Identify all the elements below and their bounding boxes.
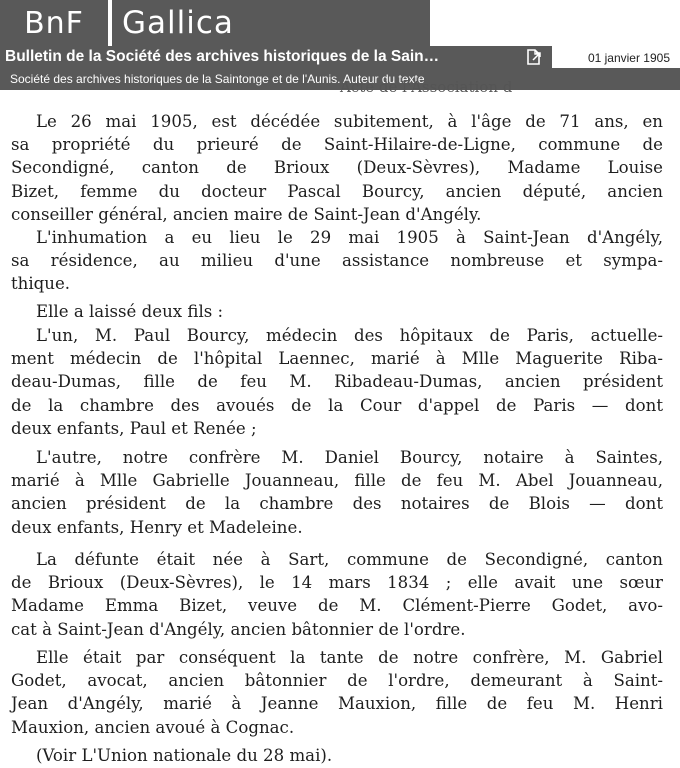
text-line: deux enfants, Henry et Madeleine. (11, 517, 303, 537)
text-line: Bizet, femme du docteur Pascal Bourcy, ancien député, ancien (11, 181, 663, 201)
text-line: Godet, avocat, ancien bâtonnier de l'ordre, demeurant à Saint- (11, 671, 663, 691)
text-line: Secondigné, canton de Brioux (Deux-Sèvres), Madame Louise (11, 158, 663, 178)
text-line: sa propriété du prieuré de Saint-Hilaire-de-Ligne, commune de (11, 135, 663, 155)
text-line: Elle a laissé deux fils : (36, 302, 224, 321)
text-line: Le 26 mai 1905, est décédée subitement, à l'âge de 71 ans, en (36, 112, 663, 131)
text-line: cat à Saint-Jean d'Angély, ancien bâtonnier de l'ordre. (11, 619, 466, 639)
text-line: thique. (11, 274, 71, 294)
bnf-logo[interactable]: BnF (0, 0, 108, 46)
paragraph-7 (11, 646, 663, 739)
text-line: La défunte était née à Sart, commune de Secondigné, canton (36, 550, 663, 569)
text-line: de la chambre des avoués de la Cour d'appel de Paris — dont (11, 395, 663, 415)
gallica-logo[interactable]: Gallica (112, 0, 430, 46)
paragraph-8 (11, 744, 663, 767)
text-line: sa résidence, au milieu d'une assistance nombreuse et sympa- (11, 251, 663, 271)
text-line: deau-Dumas, fille de feu M. Ribadeau-Dumas, ancien président (11, 372, 663, 392)
publication-date: 01 janvier 1905 (552, 46, 680, 68)
document-author[interactable]: Société des archives historiques de la Saintonge et de l'Aunis. Auteur du texte (0, 68, 680, 90)
text-line: marié à Mlle Gabrielle Jouanneau, fille de feu M. Abel Jouanneau, (11, 471, 663, 491)
text-line: deux enfants, Paul et Renée ; (11, 418, 257, 438)
text-line: ment médecin de l'hôpital Laennec, marié à Mlle Maguerite Riba- (11, 349, 663, 369)
text-line: L'autre, notre confrère M. Daniel Bourcy, notaire à Saintes, (36, 448, 663, 467)
text-line: Madame Emma Bizet, veuve de M. Clément-Pierre Godet, avo- (11, 596, 663, 616)
gallica-header (0, 0, 680, 90)
brand-bar (0, 0, 430, 46)
text-line: Mauxion, ancien avoué à Cognac. (11, 717, 295, 737)
paragraph-1 (11, 110, 663, 226)
text-line: de Brioux (Deux-Sèvres), le 14 mars 1834 ; elle avait une sœur (11, 573, 663, 593)
paragraph-6 (11, 548, 663, 641)
text-line: Elle était par conséquent la tante de notre confrère, M. Gabriel (36, 648, 663, 667)
cut-off-heading: Acte de l'Association d (340, 78, 513, 96)
document-title[interactable]: Bulletin de la Société des archives historiques de la Sain… (0, 46, 552, 68)
text-line: conseiller général, ancien maire de Saint-Jean d'Angély. (11, 204, 482, 224)
text-line: L'inhumation a eu lieu le 29 mai 1905 à Saint-Jean d'Angély, (36, 228, 663, 247)
text-line: L'un, M. Paul Bourcy, médecin des hôpitaux de Paris, actuelle- (36, 326, 663, 345)
paragraph-2 (11, 226, 663, 296)
open-document-icon[interactable] (524, 48, 544, 66)
text-line: Jean d'Angély, marié à Jeanne Mauxion, fille de feu M. Henri (11, 694, 663, 714)
text-line: ancien président de la chambre des notaires de Blois — dont (11, 494, 663, 514)
paragraph-3 (11, 300, 663, 323)
paragraph-5 (11, 446, 663, 539)
text-line: (Voir L'Union nationale du 28 mai). (36, 746, 333, 765)
paragraph-4 (11, 324, 663, 440)
